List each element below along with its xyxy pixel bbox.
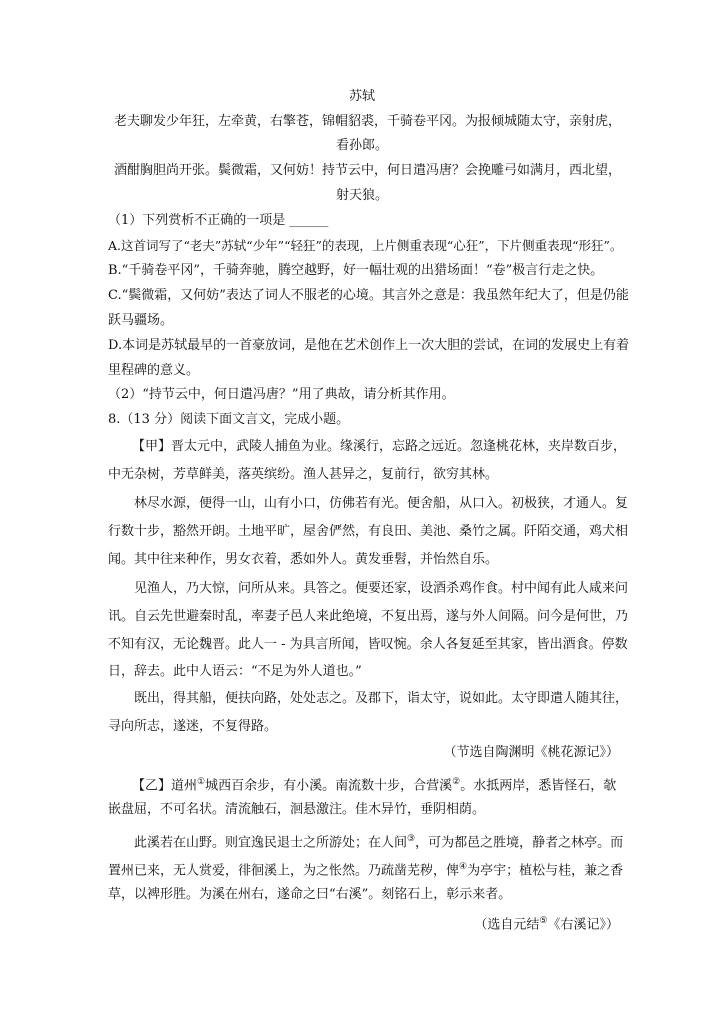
poem-line-4: 射天狼。 bbox=[335, 188, 388, 203]
jia-source: （节选自陶渊明《桃花源记》） bbox=[443, 745, 619, 760]
jia-p2-line3: 闻。其中往来种作，男女衣着，悉如外人。黄发垂髫，并怡然自乐。 bbox=[108, 552, 499, 567]
jia-p1-line2: 中无杂树，芳草鲜美，落英缤纷。渔人甚异之，复前行，欲穷其林。 bbox=[108, 467, 499, 482]
yi-p1-line2: 嵌盘屈，不可名状。清流触石，洄悬激注。佳木异竹，垂阴相荫。 bbox=[108, 802, 486, 817]
jia-p3-line4: 日，辞去。此中人语云：“不足为外人道也。” bbox=[108, 664, 362, 679]
jia-p1-line1: 【甲】晋太元中，武陵人捕鱼为业。缘溪行，忘路之远近。忽逢桃花林，夹岸数百步， bbox=[132, 439, 627, 454]
q1-option-a: A.这首词写了“老夫”苏轼“少年”“轻狂”的表现，上片侧重表现“心狂”，下片侧重表现“形狂”。 bbox=[108, 238, 623, 253]
q1-option-b: B.“千骑卷平冈”，千骑奔驰，腾空越野，好一幅壮观的出猎场面！“卷”极言行走之快。 bbox=[108, 263, 604, 278]
poem-line-1: 老夫聊发少年狂，左牵黄，右擎苍，锦帽貂裘，千骑卷平冈。为报倾城随太守，亲射虎， bbox=[114, 114, 622, 129]
note-marker-4: ④ bbox=[459, 862, 468, 872]
q1-option-d-line2: 里程碑的意义。 bbox=[108, 363, 200, 378]
yi-p2-line3: 草，以裨形胜。为溪在州右，遂命之曰“右溪”。刻铭石上，彰示来者。 bbox=[108, 887, 512, 902]
jia-p3-line2: 讯。自云先世避秦时乱，率妻子邑人来此绝境，不复出焉，遂与外人间隔。问今是何世，乃 bbox=[108, 609, 629, 624]
poem-line-2: 看孙郎。 bbox=[335, 138, 388, 153]
jia-p2-line1: 林尽水源，便得一山，山有小口，仿佛若有光。便舍船，从口入。初极狭，才通人。复 bbox=[134, 496, 629, 511]
jia-p4-line1: 既出，得其船，便扶向路，处处志之。及郡下，诣太守，说如此。太守即遣人随其往， bbox=[134, 691, 629, 706]
poem-author: 苏轼 bbox=[348, 89, 375, 104]
q1-stem: （1）下列赏析不正确的一项是 ______ bbox=[108, 213, 329, 228]
q1-option-d-line1: D.本词是苏轼最早的一首豪放词，是他在艺术创作上一次大胆的尝试，在词的发展史上有着 bbox=[108, 338, 630, 353]
note-marker-3: ③ bbox=[407, 834, 416, 844]
note-marker-2: ② bbox=[452, 777, 461, 787]
jia-p2-line2: 行数十步，豁然开朗。土地平旷，屋舍俨然，有良田、美池、桑竹之属。阡陌交通，鸡犬相 bbox=[108, 524, 629, 539]
poem-line-3: 酒酣胸胆尚开张。鬓微霜，又何妨！持节云中，何日遣冯唐？会挽雕弓如满月，西北望， bbox=[114, 163, 622, 178]
yi-source: （选自元结⑤《右溪记》） bbox=[474, 916, 619, 933]
yi-p2-line2: 置州已来，无人赏爱，徘徊溪上，为之怅然。乃疏凿芜秽，俾④为亭宇；植松与桂，兼之香 bbox=[108, 862, 624, 879]
q2-stem: （2）“持节云中，何日遣冯唐？”用了典故，请分析其作用。 bbox=[108, 387, 455, 402]
q1-option-c-line2: 跃马疆场。 bbox=[108, 313, 174, 328]
jia-p4-line2: 寻向所志，遂迷，不复得路。 bbox=[108, 719, 278, 734]
q8-stem: 8.（13 分）阅读下面文言文，完成小题。 bbox=[108, 412, 350, 427]
yi-p2-line1: 此溪若在山野。则宜逸民退士之所游处；在人间③，可为都邑之胜境，静者之林亭。而 bbox=[134, 834, 624, 851]
note-marker-1: ① bbox=[197, 777, 206, 787]
note-marker-5: ⑤ bbox=[539, 916, 548, 926]
jia-p3-line3: 不知有汉，无论魏晋。此人一 - 为具言所闻，皆叹惋。余人各复延至其家，皆出酒食。停数 bbox=[108, 637, 628, 652]
yi-p1-line1: 【乙】道州①城西百余步，有小溪。南流数十步，合营溪②。水抵两岸，悉皆怪石，欹 bbox=[132, 777, 617, 794]
q1-option-c-line1: C.“鬓微霜，又何妨”表达了词人不服老的心境。其言外之意是：我虽然年纪大了，但是仍能 bbox=[108, 288, 629, 303]
jia-p3-line1: 见渔人，乃大惊，问所从来。具答之。便要还家，设酒杀鸡作食。村中闻有此人咸来问 bbox=[134, 581, 629, 596]
